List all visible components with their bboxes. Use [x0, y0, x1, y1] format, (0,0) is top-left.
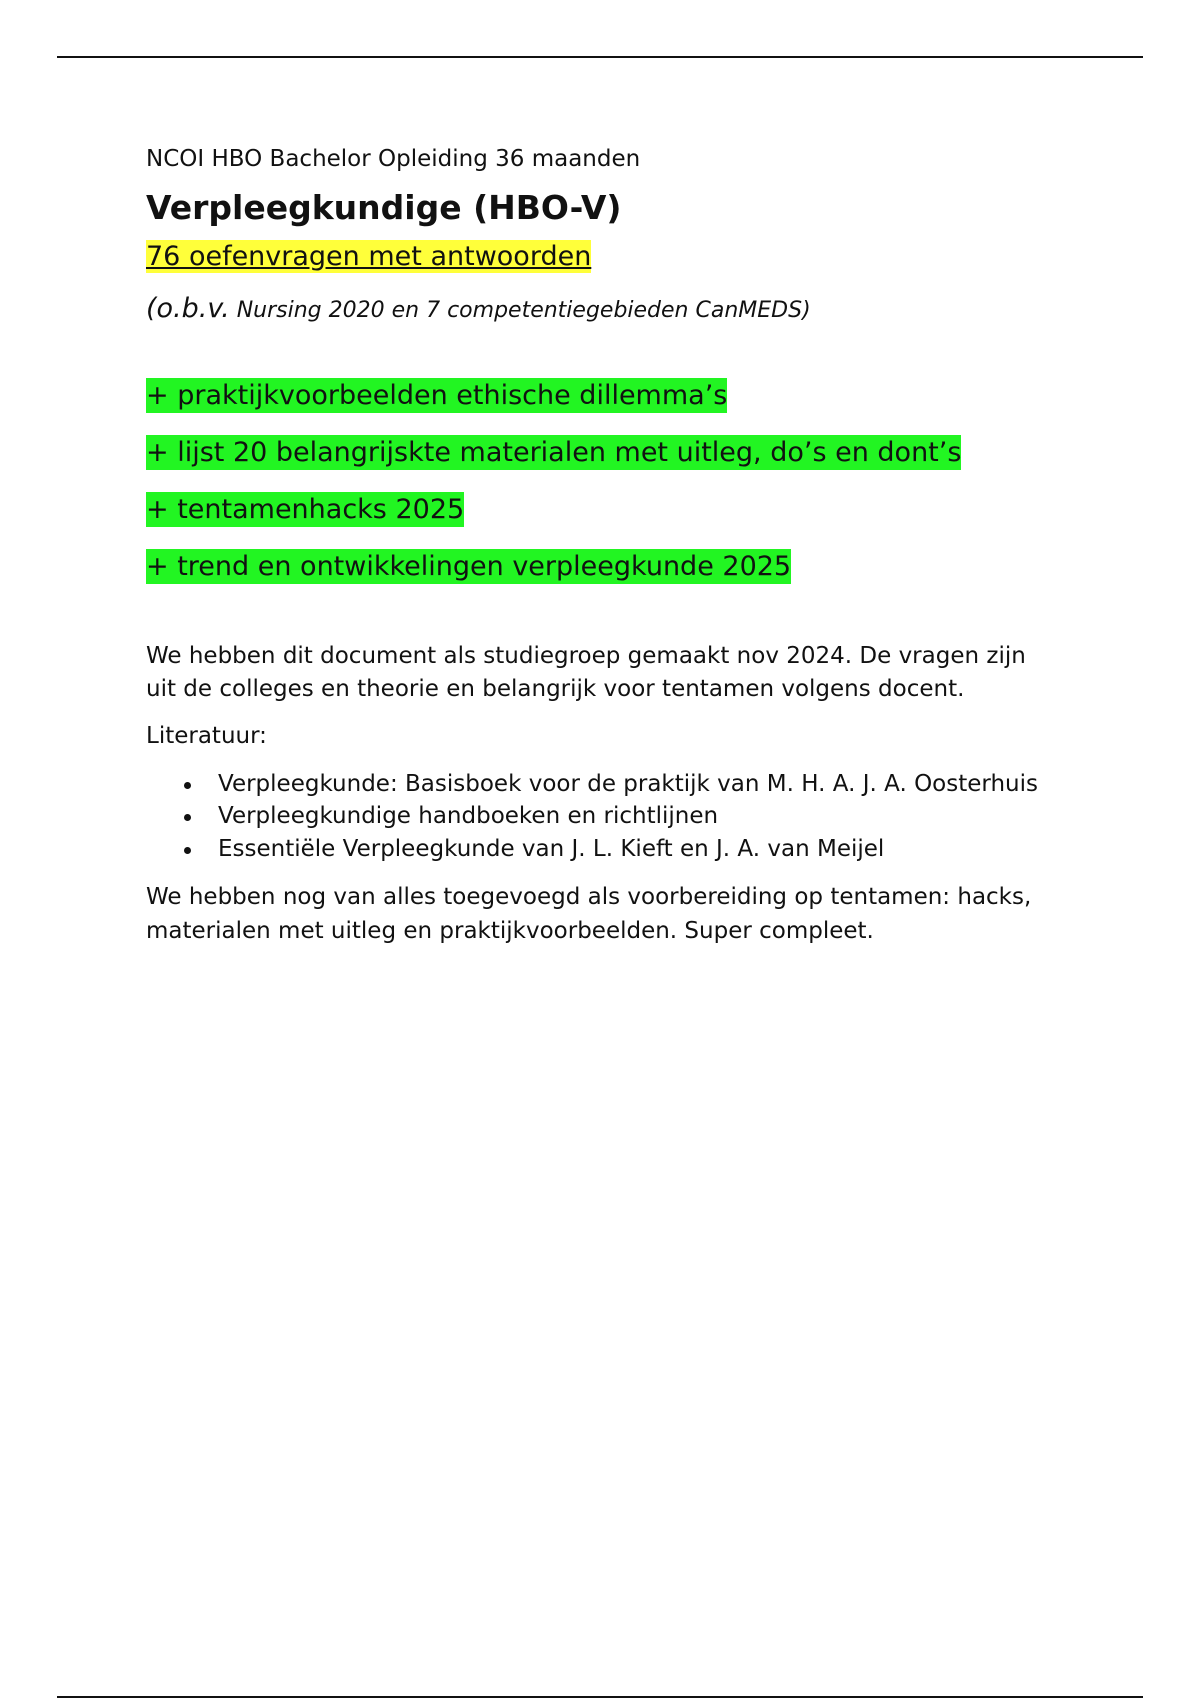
literature-item — [146, 833, 1058, 866]
literature-item-text: Verpleegkundige handboeken en richtlijnen — [218, 803, 719, 829]
extra-item — [146, 547, 1066, 590]
subtitle-line — [146, 239, 1066, 278]
top-rule — [57, 56, 1143, 58]
extras-list — [146, 376, 1066, 590]
extra-highlight: + lijst 20 belangrijskte materialen met uitleg, do’s en dont’s — [146, 437, 962, 468]
literature-item — [146, 800, 1058, 833]
document-content — [146, 144, 1066, 948]
basis-rest: Nursing 2020 en 7 competentiegebieden CanMEDS) — [229, 298, 811, 323]
extra-highlight: + praktijkvoorbeelden ethische dillemma’s — [146, 380, 728, 411]
extra-item — [146, 490, 1066, 533]
bullet-icon — [184, 847, 191, 854]
literature-item-text: Essentiële Verpleegkunde van J. L. Kieft en J. A. van Meijel — [218, 835, 885, 862]
intro-paragraph: We hebben dit document als studiegroep gemaakt nov 2024. De vragen zijn uit de colleges en theorie en belangrijk voor tentamen volgens docent. — [146, 643, 1026, 702]
basis-lead: (o.b.v. — [146, 293, 230, 324]
extra-highlight: + tentamenhacks 2025 — [146, 494, 465, 525]
extra-item — [146, 376, 1066, 419]
closing-paragraph: We hebben nog van alles toegevoegd als voorbereiding op tentamen: hacks, materialen met uitleg en praktijkvoorbeelden. Super compleet. — [146, 884, 1032, 944]
basis-note — [146, 292, 1066, 328]
document-title: Verpleegkundige (HBO-V) — [146, 188, 622, 227]
subtitle-highlight: 76 oefenvragen met antwoorden — [146, 241, 592, 272]
bullet-icon — [184, 782, 191, 789]
extra-item — [146, 433, 1066, 476]
literature-list — [146, 768, 1066, 866]
literature-item-text: Verpleegkunde: Basisboek voor de praktijk van M. H. A. J. A. Oosterhuis — [218, 770, 1038, 797]
bullet-icon — [184, 814, 191, 821]
extra-highlight: + trend en ontwikkelingen verpleegkunde 2025 — [146, 551, 792, 582]
institution-line: NCOI HBO Bachelor Opleiding 36 maanden — [146, 146, 641, 172]
literature-item — [146, 768, 1058, 801]
literature-label: Literatuur: — [146, 723, 267, 749]
bottom-rule — [57, 1696, 1143, 1698]
